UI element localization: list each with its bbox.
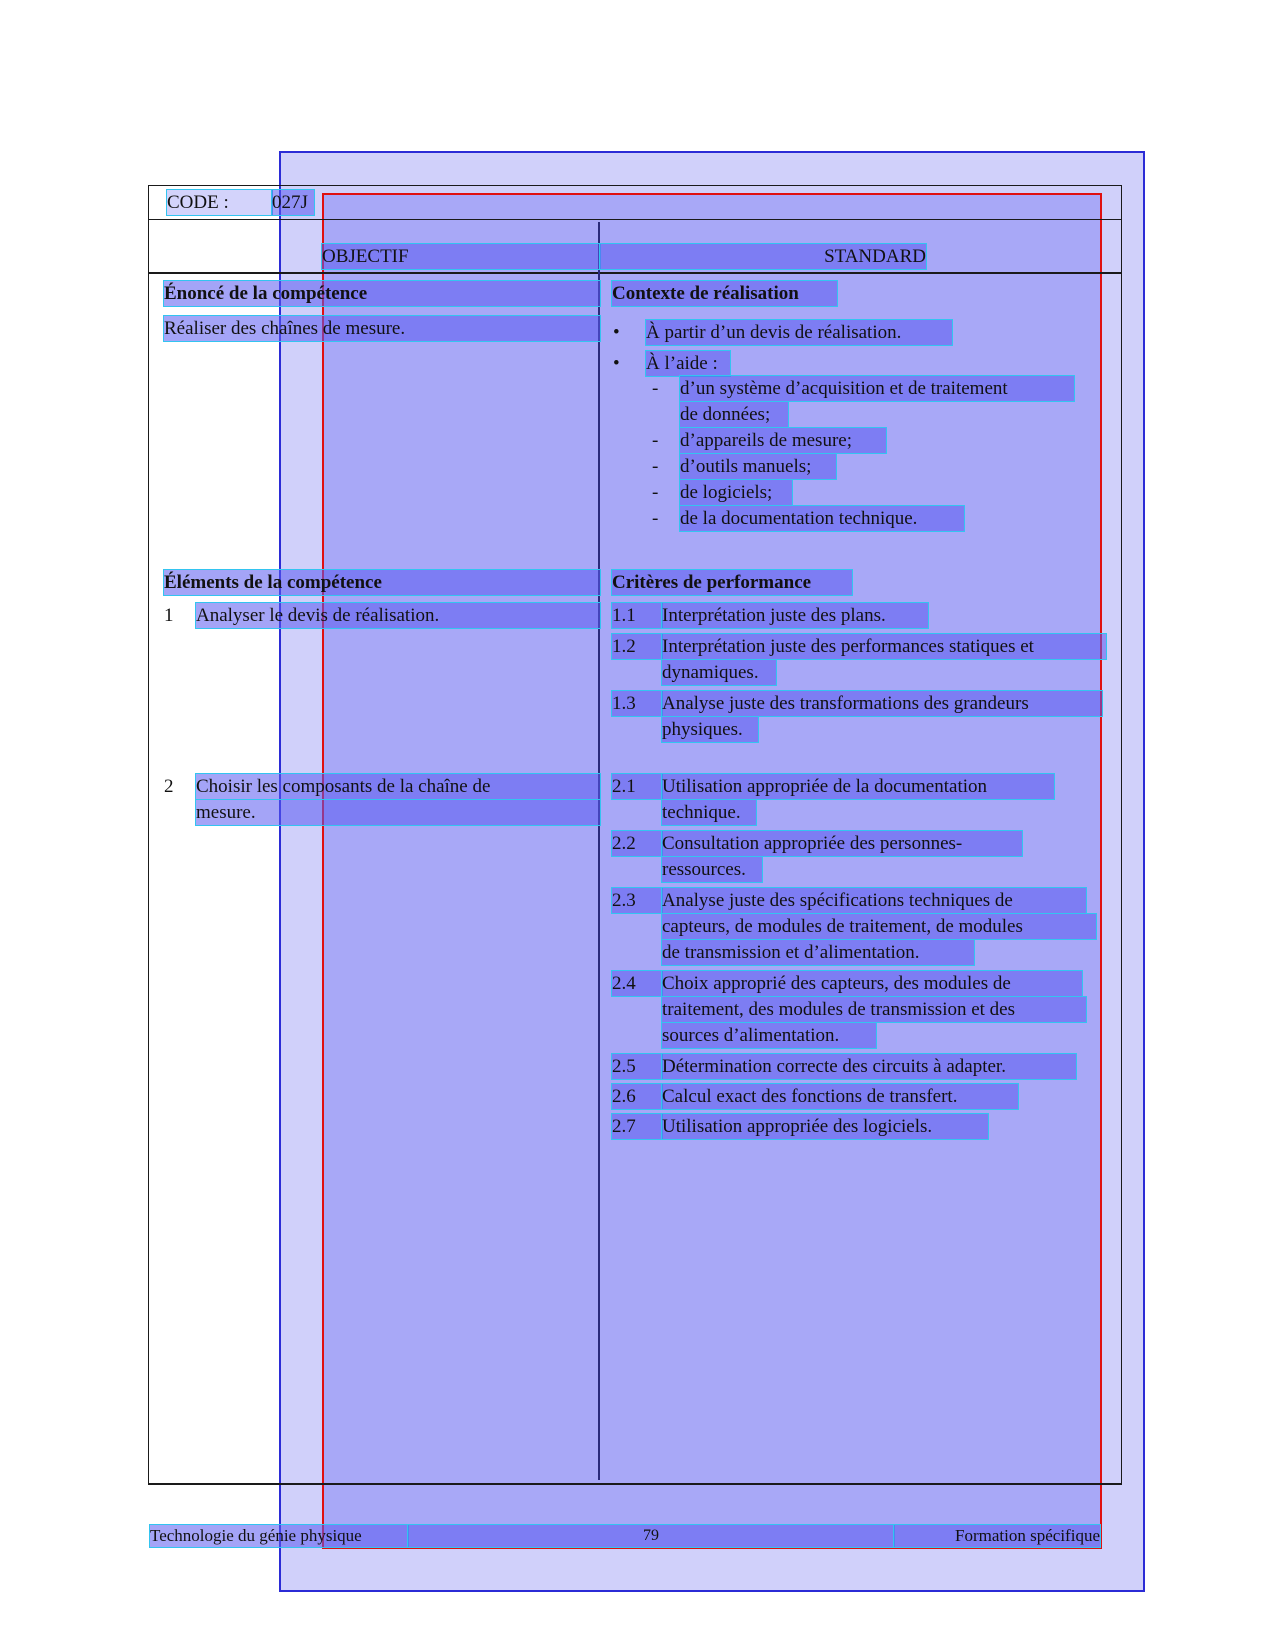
enonce-text: Réaliser des chaînes de mesure. <box>164 316 600 341</box>
contexte-sub-dash-1: - <box>652 378 659 399</box>
contexte-sub-dash-5: - <box>652 508 659 529</box>
elements-title: Éléments de la compétence <box>164 570 600 595</box>
footer-center: 79 <box>408 1525 894 1547</box>
header-objectif: OBJECTIF <box>322 244 600 269</box>
code-label: CODE : <box>167 190 272 215</box>
critere-2-3-num: 2.3 <box>612 888 662 913</box>
critere-2-3-line3: de transmission et d’alimentation. <box>662 940 974 965</box>
contexte-sub-3: d’outils manuels; <box>680 454 836 479</box>
footer-left: Technologie du génie physique <box>150 1525 408 1547</box>
element-2-line2: mesure. <box>196 800 600 825</box>
critere-1-1-line1: Interprétation juste des plans. <box>662 603 928 628</box>
critere-1-2-line1: Interprétation juste des performances statiques et <box>662 634 1106 659</box>
contexte-sub-1-line2: de données; <box>680 402 788 427</box>
critere-2-6-num: 2.6 <box>612 1084 662 1109</box>
frame-bottom-line <box>148 1483 1122 1485</box>
critere-2-4-line2: traitement, des modules de transmission et des <box>662 997 1086 1022</box>
critere-1-3-line1: Analyse juste des transformations des grandeurs <box>662 691 1102 716</box>
critere-2-3-line1: Analyse juste des spécifications techniques de <box>662 888 1086 913</box>
element-2-line1: Choisir les composants de la chaîne de <box>196 774 600 799</box>
column-divider <box>598 222 600 1480</box>
critere-2-4-line3: sources d’alimentation. <box>662 1023 876 1048</box>
critere-1-3-num: 1.3 <box>612 691 662 716</box>
frame-left-line <box>148 185 149 1485</box>
critere-1-2-line2: dynamiques. <box>662 660 776 685</box>
critere-2-3-line2: capteurs, de modules de traitement, de modules <box>662 914 1096 939</box>
critere-2-4-line1: Choix approprié des capteurs, des modules de <box>662 971 1082 996</box>
critere-2-6-line1: Calcul exact des fonctions de transfert. <box>662 1084 1018 1109</box>
contexte-sub-dash-2: - <box>652 430 659 451</box>
contexte-bullet1-symbol: • <box>613 322 620 343</box>
critere-2-5-num: 2.5 <box>612 1054 662 1079</box>
header-standard: STANDARD <box>600 244 926 269</box>
footer-right: Formation spécifique <box>894 1525 1100 1547</box>
contexte-title: Contexte de réalisation <box>612 281 837 306</box>
contexte-sub-2: d’appareils de mesure; <box>680 428 886 453</box>
element-2-num: 2 <box>164 776 174 797</box>
contexte-bullet1: À partir d’un devis de réalisation. <box>646 320 952 345</box>
critere-1-1-num: 1.1 <box>612 603 662 628</box>
contexte-sub-dash-3: - <box>652 456 659 477</box>
element-1-num: 1 <box>164 605 174 626</box>
critere-1-2-num: 1.2 <box>612 634 662 659</box>
contexte-sub-4: de logiciels; <box>680 480 792 505</box>
contexte-bullet2-symbol: • <box>613 353 620 374</box>
critere-2-2-line1: Consultation appropriée des personnes- <box>662 831 1022 856</box>
frame-top-line <box>148 185 1122 186</box>
criteres-title: Critères de performance <box>612 570 852 595</box>
contexte-sub-dash-4: - <box>652 482 659 503</box>
critere-2-7-num: 2.7 <box>612 1114 662 1139</box>
frame-right-line <box>1121 185 1122 1485</box>
contexte-sub-5: de la documentation technique. <box>680 506 964 531</box>
contexte-bullet2: À l’aide : <box>646 351 730 376</box>
enonce-title: Énoncé de la compétence <box>164 281 600 306</box>
header-divider <box>148 272 1122 274</box>
critere-2-7-line1: Utilisation appropriée des logiciels. <box>662 1114 988 1139</box>
critere-2-5-line1: Détermination correcte des circuits à adapter. <box>662 1054 1076 1079</box>
code-value: 027J <box>272 190 314 215</box>
critere-2-1-line2: technique. <box>662 800 756 825</box>
critere-2-4-num: 2.4 <box>612 971 662 996</box>
critere-1-3-line2: physiques. <box>662 717 758 742</box>
critere-2-2-line2: ressources. <box>662 857 762 882</box>
critere-2-1-line1: Utilisation appropriée de la documentation <box>662 774 1054 799</box>
element-1-line1: Analyser le devis de réalisation. <box>196 603 600 628</box>
code-underline <box>148 219 1122 220</box>
critere-2-1-num: 2.1 <box>612 774 662 799</box>
critere-2-2-num: 2.2 <box>612 831 662 856</box>
contexte-sub-1-line1: d’un système d’acquisition et de traitement <box>680 376 1074 401</box>
